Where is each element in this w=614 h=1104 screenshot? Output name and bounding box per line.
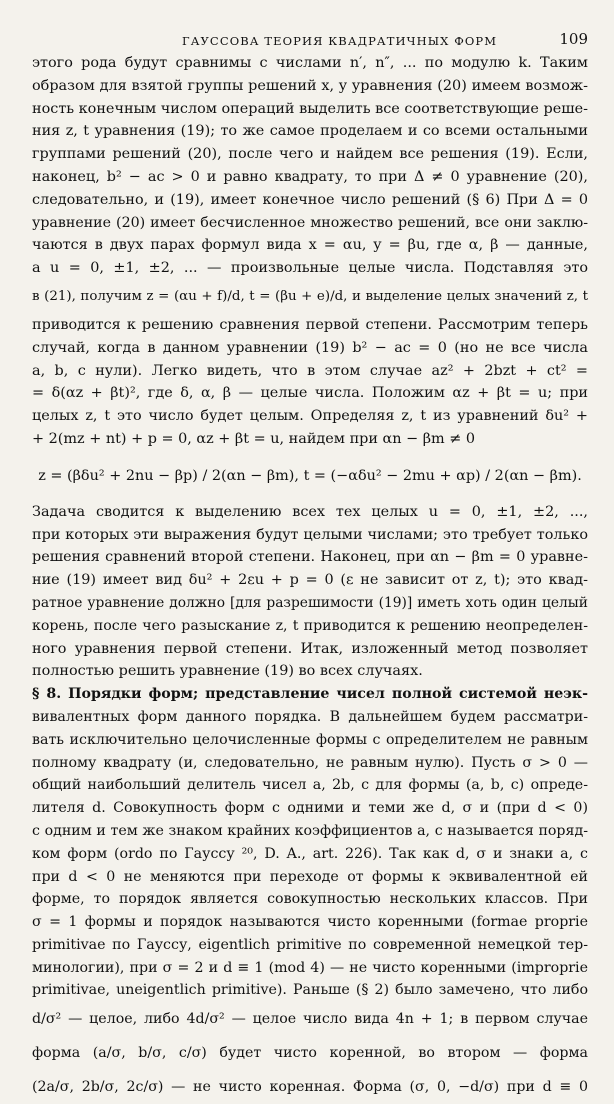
text-line: полному квадрату (и, следовательно, не равным нулю). Пусть σ > 0 — — [32, 754, 588, 771]
text-line: случай, когда в данном уравнении (19) b² − ac = 0 (но не все числа — [32, 339, 588, 356]
book-page — [32, 28, 588, 1104]
text-line: ния z, t уравнения (19); то же самое проделаем и со всеми остальными — [32, 123, 588, 140]
text-line: primitivae, uneigentlich primitive). Раньше (§ 2) было замечено, что либо — [32, 982, 588, 999]
display-equation: z = (βδu² + 2nu − βp) / 2(αn − βm), t = (−αδu² − 2mu + αp) / 2(αn − βm). — [38, 467, 582, 484]
text-line: приводится к решению сравнения первой степени. Рассмотрим теперь — [32, 316, 588, 333]
section-mark: § 8. — [32, 686, 62, 703]
text-line: ратное уравнение должно [для разрешимости (19)] иметь хоть один целый — [32, 594, 588, 611]
text-line: уравнение (20) имеет бесчисленное множество решений, все они заклю- — [32, 214, 588, 231]
text-line: a u = 0, ±1, ±2, ... — произвольные целые числа. Подставляя это — [32, 260, 588, 277]
running-title: ГАУССОВА ТЕОРИЯ КВАДРАТИЧНЫХ ФОРМ — [182, 34, 498, 48]
text-line: ность конечным числом операций выделить все соответствующие реше- — [32, 100, 588, 117]
text-line-with-fractions: форма (a/σ, b/σ, c/σ) будет чисто коренной, во втором — форма — [32, 1045, 588, 1062]
text-line: образом для взятой группы решений x, y уравнения (20) имеем возмож- — [32, 77, 588, 94]
page-number: 109 — [559, 30, 588, 48]
text-line: корень, после чего разыскание z, t приводится к решению неопределен- — [32, 617, 588, 634]
text-line-with-fractions: (2a/σ, 2b/σ, 2c/σ) — не чисто коренная. Форма (σ, 0, −d/σ) при d ≡ 0 — [32, 1079, 588, 1096]
text-line: Задача сводится к выделению всех тех целых u = 0, ±1, ±2, ..., — [32, 503, 588, 520]
paragraph — [32, 501, 588, 683]
text-line: primitivae по Гауссу, eigentlich primitive по современной немецкой тер- — [32, 936, 588, 953]
text-line: вать исключительно целочисленные формы с определителем не равным — [32, 731, 588, 748]
text-line: лителя d. Совокупность форм с одними и теми же d, σ и (при d < 0) — [32, 800, 588, 817]
text-line: целых z, t это число будет целым. Определяя z, t из уравнений δu² + — [32, 408, 588, 425]
running-header — [32, 28, 588, 52]
text-line-with-fractions: d/σ² — целое, либо 4d/σ² — целое число вида 4n + 1; в первом случае — [32, 1011, 588, 1028]
text-line: решения сравнений второй степени. Наконец, при αn − βm = 0 уравне- — [32, 549, 588, 566]
text-line: ние (19) имеет вид δu² + 2εu + p = 0 (ε не зависит от z, t); это квад- — [32, 572, 588, 589]
text-line: ного уравнения первой степени. Итак, изложенный метод позволяет — [32, 640, 588, 657]
text-line: при d < 0 не меняются при переходе от формы к эквивалентной ей — [32, 868, 588, 885]
text-line-with-fractions: в (21), получим z = (αu + f)/d, t = (βu + e)/d, и выделение целых значений z, t — [32, 288, 588, 304]
text-line: + 2(mz + nt) + p = 0, αz + βt = u, найдем при αn − βm ≠ 0 — [32, 430, 476, 447]
text-line: полностью решить уравнение (19) во всех случаях. — [32, 663, 423, 680]
text-line: вивалентных форм данного порядка. В дальнейшем будем рассматри- — [32, 708, 588, 725]
text-line: чаются в двух парах формул вида x = αu, y = βu, где α, β — данные, — [32, 237, 588, 254]
text-line: наконец, b² − ac > 0 и равно квадрату, то при Δ ≠ 0 уравнение (20), — [32, 168, 588, 185]
text-line: минологии), при σ = 2 и d ≡ 1 (mod 4) — не чисто коренными (improprie — [32, 959, 588, 976]
text-line: = δ(αz + βt)², где δ, α, β — целые числа. Положим αz + βt = u; при — [32, 385, 588, 402]
text-line: форме, то порядок является совокупностью нескольких классов. При — [32, 891, 588, 908]
text-line: a, b, c нули). Легко видеть, что в этом случае az² + 2bzt + ct² = — [32, 362, 588, 379]
text-line: следовательно, и (19), имеет конечное число решений (§ 6) При Δ = 0 — [32, 191, 588, 208]
text-line: этого рода будут сравнимы с числами n′, n″, ... по модулю k. Таким — [32, 55, 588, 71]
section-heading-text: Порядки форм; представление чисел полной системой неэк- — [68, 686, 588, 703]
text-line: с одним и тем же знаком крайних коэффициентов a, c называется поряд- — [32, 822, 588, 839]
section-heading — [32, 683, 588, 706]
text-line: при которых эти выражения будут целыми числами; это требует только — [32, 526, 588, 543]
text-line: группами решений (20), после чего и найдем все решения (19). Если, — [32, 146, 588, 163]
paragraph-continued — [32, 52, 588, 451]
text-line: ком форм (ordo по Гауссу ²⁰, D. A., art. 226). Так как d, σ и знаки a, c — [32, 845, 588, 862]
text-line: общий наибольший делитель чисел a, 2b, c для формы (a, b, c) опреде- — [32, 777, 588, 794]
text-line: σ = 1 формы и порядок называются чисто коренными (formae proprie — [32, 914, 588, 931]
section-8 — [32, 683, 588, 1104]
